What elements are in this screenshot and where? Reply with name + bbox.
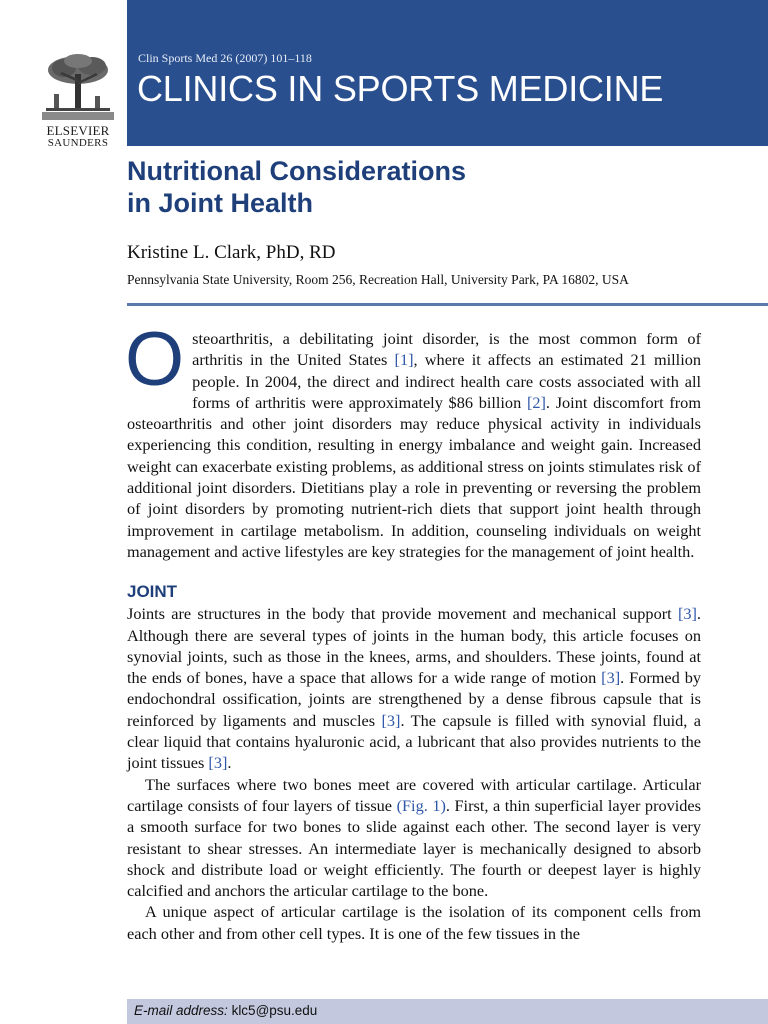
tree-emblem-icon <box>40 52 116 122</box>
body-text: Joints are structures in the body that provide movement and mechanical support <box>127 604 678 624</box>
email-link[interactable]: klc5@psu.edu <box>231 1003 318 1018</box>
body-text: . Formed by endochondral ossification, joints are strengthened by a dense fibrous capsule that is reinforced by ligaments and muscles <box>127 668 702 730</box>
publisher-logo <box>40 52 116 152</box>
body-text: A unique aspect of articular cartilage is the isolation of its component cells from each other and from other cell types. It is one of the few tissues in the <box>127 902 701 943</box>
joint-paragraph-1 <box>127 603 701 773</box>
article-title <box>127 155 687 219</box>
journal-title: CLINICS IN SPORTS MEDICINE <box>137 68 664 109</box>
author-affiliation: Pennsylvania State University, Room 256, Recreation Hall, University Park, PA 16802, USA <box>127 272 629 287</box>
footnote-bar <box>127 999 768 1024</box>
article-title-line-1: Nutritional Considerations <box>127 156 467 186</box>
drop-cap: O <box>125 317 185 402</box>
body-text: . Although there are several types of joints in the human body, this article focuses on synovial joints, such as those in the knees, arms, and shoulders. These joints, found at the ends of bones, have a space that allows for a wide range of motion <box>127 604 701 688</box>
body-text: The surfaces where two bones meet are covered with articular cartilage. Articular cartilage consists of four layers of tissue <box>127 774 701 815</box>
journal-citation: Clin Sports Med 26 (2007) 101–118 <box>138 51 312 65</box>
figure-link[interactable]: (Fig. 1) <box>396 795 446 815</box>
joint-paragraph-2 <box>127 774 701 902</box>
body-text: . The capsule is filled with synovial fluid, a clear liquid that contains hyaluronic acid, a lubricant that also provides nutrients to the joint tissues <box>127 710 701 773</box>
intro-text-2: , where it affects an estimated 21 million people. In 2004, the direct and indirect health care costs associated with all forms of arthritis were approximately $86 billion <box>192 350 701 412</box>
email-label: E-mail address: <box>134 1003 228 1018</box>
intro-paragraph <box>125 317 701 562</box>
body-text: . First, a thin superficial layer provides a smooth surface for two bones to slide against each other. The second layer is very resistant to shear stresses. An intermediate layer is mechanically designed to absorb shock and distribute load or weight efficiently. The fourth or deepest layer is highly calcified and anchors the articular cartilage to the bone. <box>127 795 701 901</box>
section-heading-joint: JOINT <box>127 582 178 602</box>
author-name: Kristine L. Clark, PhD, RD <box>127 242 336 263</box>
reference-link[interactable]: [3] <box>381 710 401 730</box>
article-body <box>125 317 702 944</box>
reference-link[interactable]: [3] <box>677 604 697 624</box>
journal-banner <box>127 0 768 146</box>
intro-text-3: . Joint discomfort from osteoarthritis and other joint disorders may reduce physical activity in individuals experiencing this condition, resulting in energy imbalance and weight gain. Increased weight can exacerbate existing problems, as additional stress on joints stimulates risk of additional joint disorders. Dietitians play a role in preventing or reversing the problem of joint disorders by promoting nutrient-rich diets that support joint health through improvement in cartilage metabolism. In addition, counseling individuals on weight management and active lifestyles are key strategies for the management of joint health. <box>127 392 701 561</box>
header-divider <box>127 303 768 306</box>
publisher-name: ELSEVIER <box>46 123 110 138</box>
publisher-imprint: SAUNDERS <box>47 137 109 149</box>
reference-link[interactable]: [3] <box>601 668 621 688</box>
body-text: . <box>227 753 232 773</box>
reference-link[interactable]: [1] <box>394 350 414 370</box>
footnote-email <box>134 1003 317 1018</box>
intro-text-1: steoarthritis, a debilitating joint disorder, is the most common form of arthritis in the United States <box>192 329 701 370</box>
reference-link[interactable]: [3] <box>208 753 228 773</box>
article-title-line-2: in Joint Health <box>127 188 314 218</box>
joint-paragraph-3 <box>127 901 701 944</box>
reference-link[interactable]: [2] <box>526 392 546 412</box>
